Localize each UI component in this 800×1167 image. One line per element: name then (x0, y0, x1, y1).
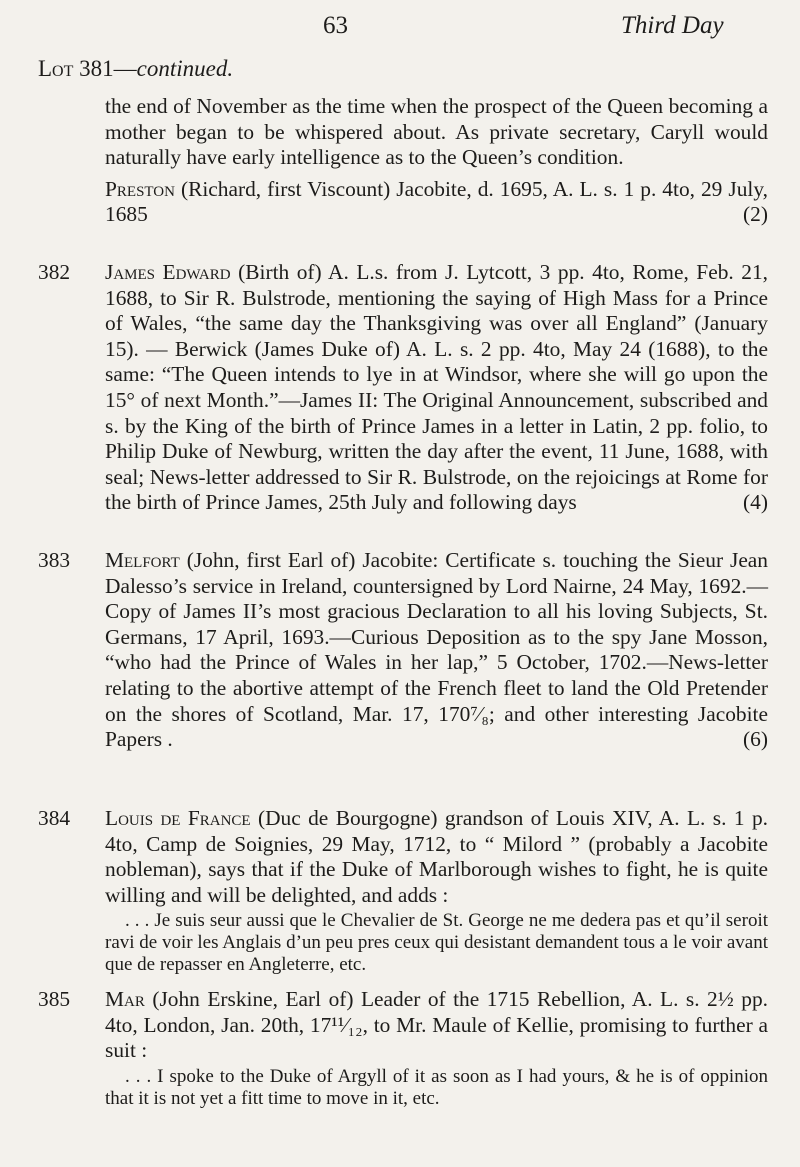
lot-384-name: Louis de France (105, 806, 251, 830)
lot-381-item (105, 177, 768, 228)
lot-384-quote: . . . Je suis seur aussi que le Chevalier de St. George ne me dedera pas et qu’il seroit ravi de voir les Anglais d’un peu pres ceux qui desistant demandent tous a le voir avant que de repasser en Angleterre, etc. (105, 910, 768, 976)
lot-381-text: the end of November as the time when the prospect of the Queen becoming a mother began to be whispered about. As private secretary, Caryll would naturally have early intelligence as to the Queen’s condition. (105, 94, 768, 170)
lot-384-number: 384 (38, 806, 71, 830)
lot-continued-prefix: Lot 381— (38, 56, 137, 81)
lot-381-item-name: Preston (105, 176, 175, 201)
day-label: Third Day (621, 12, 724, 39)
page-number: 63 (323, 12, 348, 39)
lot-384-entry (105, 806, 768, 976)
lot-385-number: 385 (38, 987, 71, 1011)
lot-382-quantity: (4) (743, 490, 768, 515)
lot-381-quantity: (2) (743, 202, 768, 227)
lot-383-number: 383 (38, 548, 71, 572)
lot-383-text: (John, first Earl of) Jacobite: Certificate s. touching the Sieur Jean Dalesso’s service in Ireland, countersigned by Lord Nairne, 24 May, 1692.—Copy of James II’s most gracious Declaration to all his loving Subjects, St. Germans, 17 April, 1693.—Curious Deposition as to the spy Jane Mosson, “who had the Prince of Wales in her lap,” 5 October, 1702.—News-letter relating to the abortive attempt of the French fleet to land the Old Pretender on the shores of Scotland, Mar. 17, 170⁷⁄₈; and other interesting Jacobite Papers . (105, 548, 768, 752)
page-header (0, 8, 800, 48)
lot-382-entry (105, 260, 768, 516)
lot-382-text: (Birth of) A. L.s. from J. Lytcott, 3 pp. 4to, Rome, Feb. 21, 1688, to Sir R. Bulstrode, mentioning the saying of High Mass for a Prince of Wales, “the same day the Thanksgiving was over all England” (January 15). — Berwick (James Duke of) A. L. s. 2 pp. 4to, May 24 (1688), to the same: “The Queen intends to lye in at Windsor, where she will go upon the 15° of next Month.”—James II: The Original Announcement, subscribed and s. by the King of the birth of Prince James in a letter in Latin, 2 pp. folio, to Philip Duke of Newburg, written the day after the event, 11 June, 1688, with seal; News-letter addressed to Sir R. Bulstrode, on the rejoicings at Rome for the birth of Prince James, 25th July and following days (105, 260, 768, 515)
lot-385-entry (105, 987, 768, 1110)
lot-383-name: Melfort (105, 548, 180, 572)
lot-383-quantity: (6) (743, 727, 768, 752)
lot-384-text: (Duc de Bourgogne) grandson of Louis XIV, A. L. s. 1 p. 4to, Camp de Soignies, 29 May, 1712, to “ Milord ” (probably a Jacobite nobleman), says that if the Duke of Marlborough wishes to fight, he is quite willing and will be delighted, and adds : (105, 806, 768, 907)
lot-385-name: Mar (105, 987, 145, 1011)
lot-382-name: James Edward (105, 260, 231, 284)
lot-381-item-rest: (Richard, first Viscount) Jacobite, d. 1695, A. L. s. 1 p. 4to, 29 July, 1685 (105, 176, 768, 227)
lot-385-text: (John Erskine, Earl of) Leader of the 1715 Rebellion, A. L. s. 2½ pp. 4to, London, Jan. 20th, 17¹¹⁄₁₂, to Mr. Maule of Kellie, promising to further a suit : (105, 987, 768, 1063)
lot-continued-italic: continued. (136, 56, 234, 81)
lot-continued-heading (38, 56, 233, 82)
lot-381-entry (105, 94, 768, 228)
lot-383-entry (105, 548, 768, 753)
lot-385-quote: . . . I spoke to the Duke of Argyll of it as soon as I had yours, & he is of oppinion that it is not yet a fitt time to move in it, etc. (105, 1065, 768, 1109)
lot-382-number: 382 (38, 260, 71, 284)
